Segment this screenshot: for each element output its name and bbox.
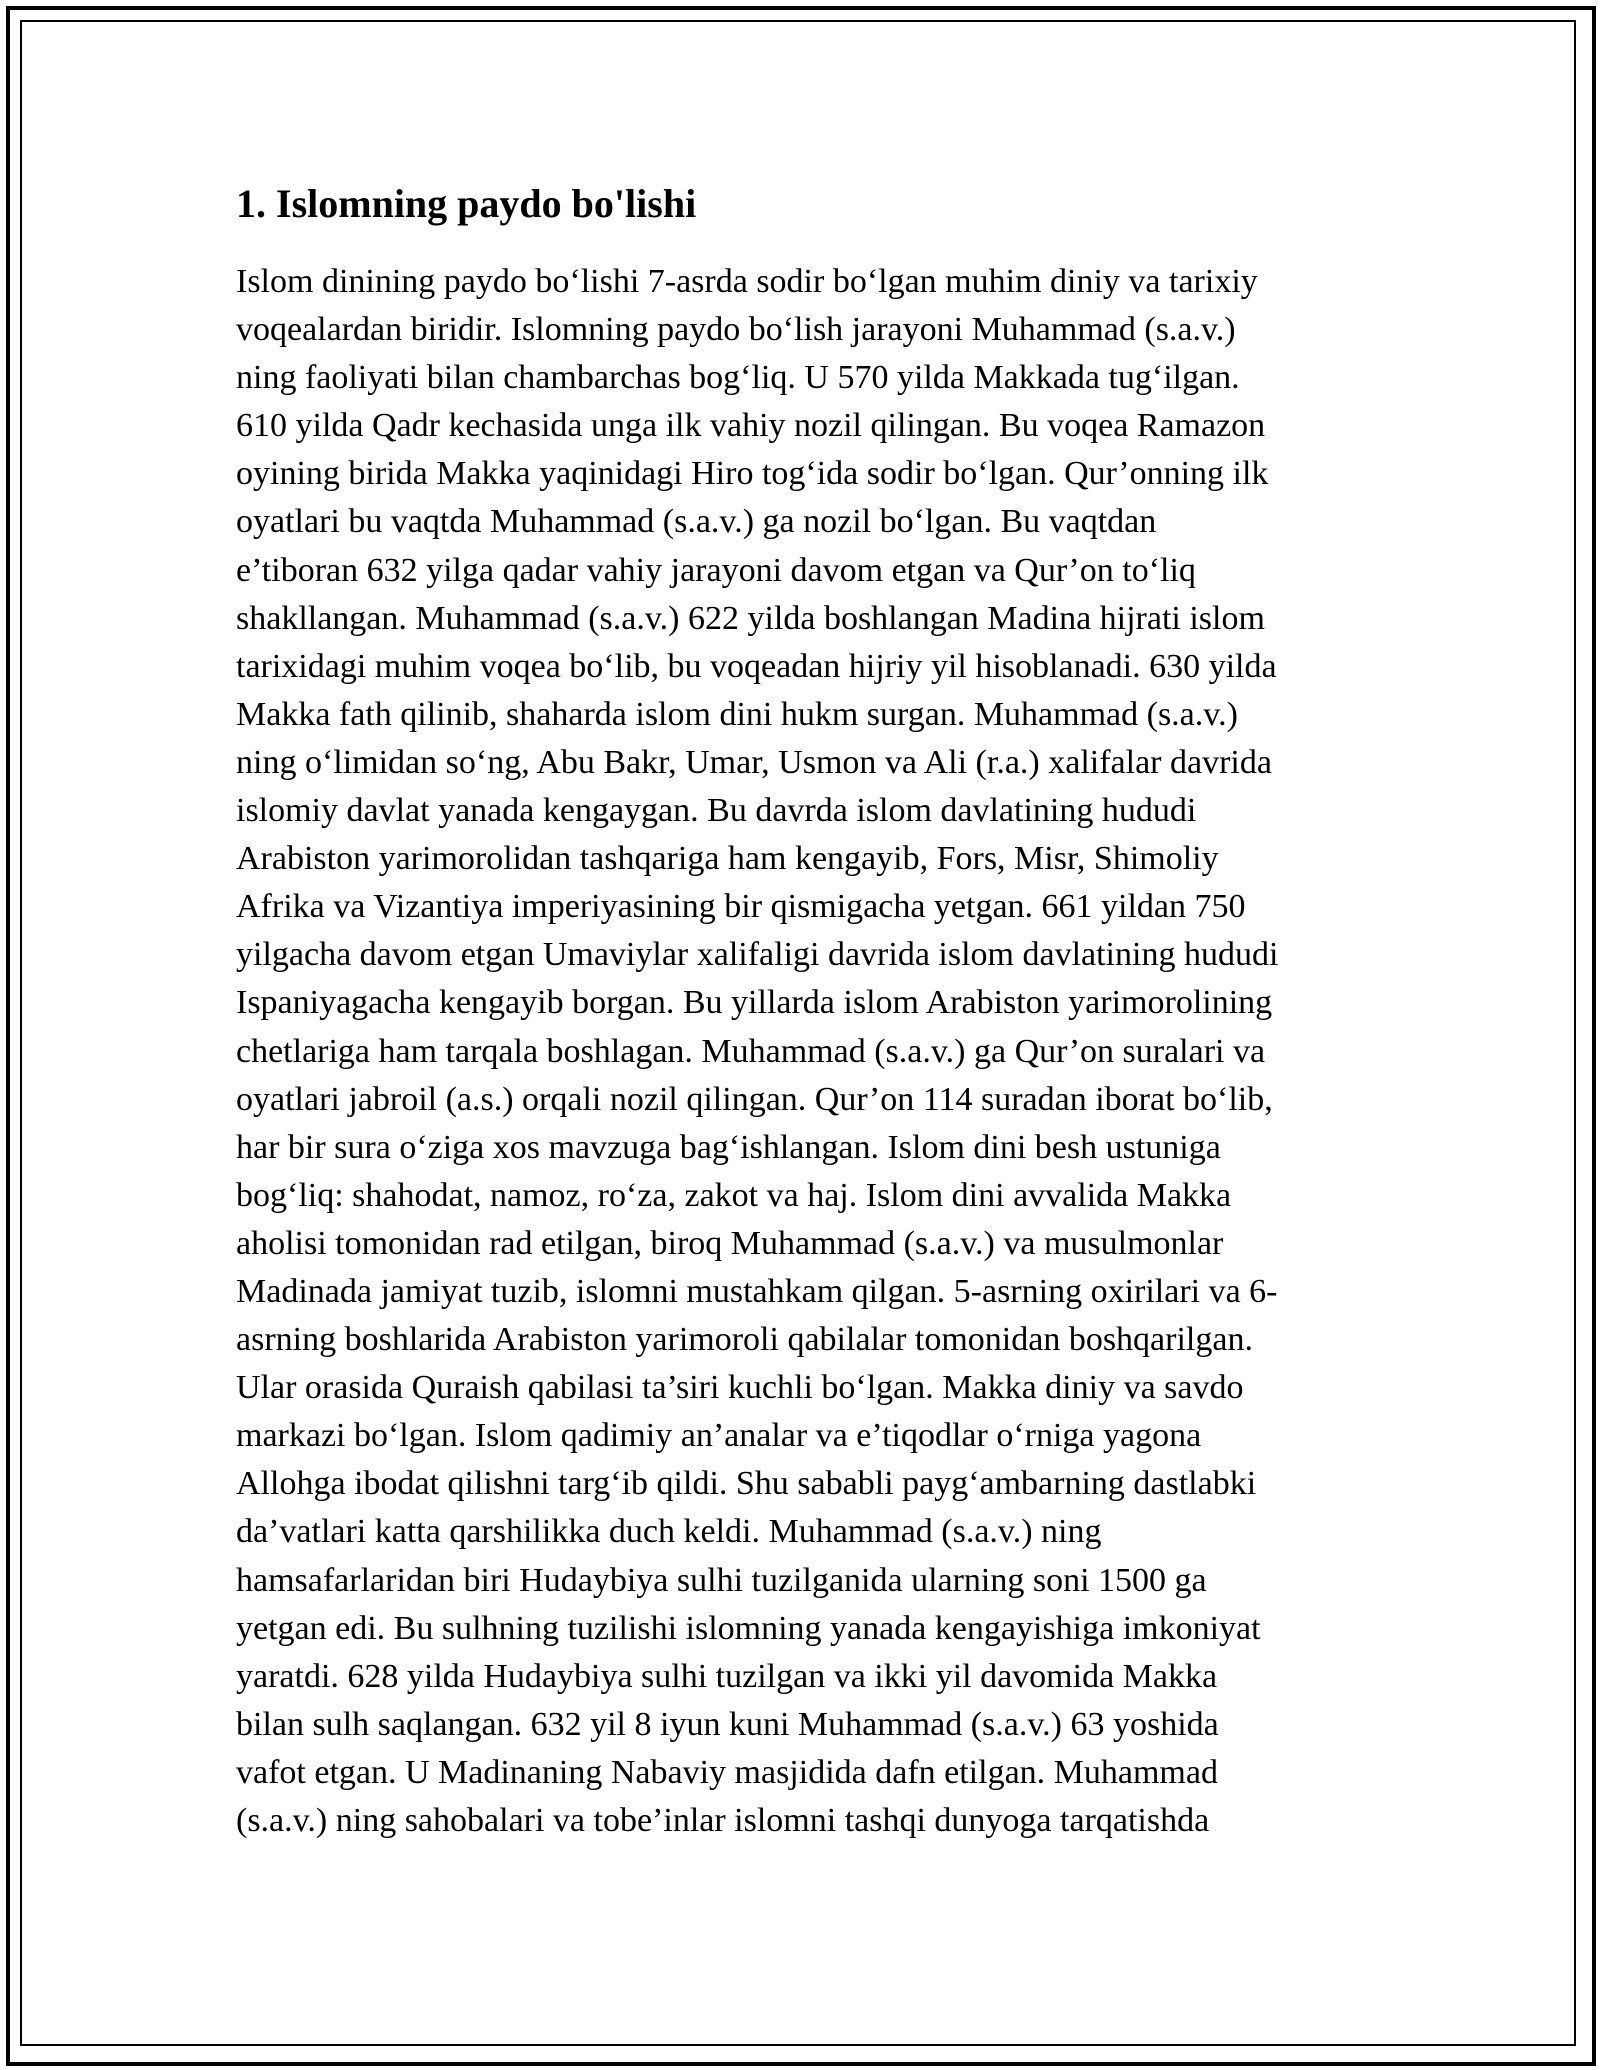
paragraph-line: Arabiston yarimorolidan tashqariga ham kengayib, Fors, Misr, Shimoliy [236, 840, 1219, 878]
paragraph-line: Ispaniyagacha kengayib borgan. Bu yillarda islom Arabiston yarimorolining [236, 984, 1273, 1022]
paragraph-line: markazi bo‘lgan. Islom qadimiy an’analar va e’tiqodlar o‘rniga yagona [236, 1417, 1202, 1455]
paragraph-line: (s.a.v.) ning sahobalari va tobe’inlar islomni tashqi dunyoga tarqatishda [236, 1802, 1210, 1839]
paragraph-line: oyatlari bu vaqtda Muhammad (s.a.v.) ga nozil bo‘lgan. Bu vaqtdan [236, 503, 1157, 541]
paragraph-line: tarixidagi muhim voqea bo‘lib, bu voqeadan hijriy yil hisoblanadi. 630 yilda [236, 647, 1277, 685]
paragraph-line: vafot etgan. U Madinaning Nabaviy masjidida dafn etilgan. Muhammad [236, 1753, 1218, 1791]
paragraph-line: Ular orasida Quraish qabilasi ta’siri kuchli bo‘lgan. Makka diniy va savdo [236, 1369, 1244, 1407]
paragraph-line: bilan sulh saqlangan. 632 yil 8 iyun kuni Muhammad (s.a.v.) 63 yoshida [236, 1705, 1219, 1743]
paragraph-line: shakllangan. Muhammad (s.a.v.) 622 yilda boshlangan Madina hijrati islom [236, 599, 1265, 637]
paragraph-line: bog‘liq: shahodat, namoz, ro‘za, zakot va haj. Islom dini avvalida Makka [236, 1176, 1232, 1214]
paragraph-line: Makka fath qilinib, shaharda islom dini hukm surgan. Muhammad (s.a.v.) [236, 695, 1238, 733]
paragraph-line: chetlariga ham tarqala boshlagan. Muhammad (s.a.v.) ga Qur’on suralari va [236, 1032, 1266, 1070]
paragraph-line: hamsafarlaridan biri Hudaybiya sulhi tuzilganida ularning soni 1500 ga [236, 1561, 1207, 1599]
body-paragraph [236, 258, 1372, 1845]
paragraph-line: islomiy davlat yanada kengaygan. Bu davrda islom davlatining hududi [236, 792, 1197, 830]
paragraph-line: ning o‘limidan so‘ng, Abu Bakr, Umar, Usmon va Ali (r.a.) xalifalar davrida [236, 743, 1272, 781]
paragraph-line: Allohga ibodat qilishni targ‘ib qildi. Shu sababli payg‘ambarning dastlabki [236, 1465, 1257, 1503]
paragraph-line: ning faoliyati bilan chambarchas bog‘liq. U 570 yilda Makkada tug‘ilgan. [236, 359, 1240, 397]
paragraph-line: yilgacha davom etgan Umaviylar xalifaligi davrida islom davlatining hududi [236, 936, 1279, 974]
paragraph-line: Madinada jamiyat tuzib, islomni mustahkam qilgan. 5-asrning oxirilari va 6- [236, 1272, 1278, 1310]
paragraph-line: yaratdi. 628 yilda Hudaybiya sulhi tuzilgan va ikki yil davomida Makka [236, 1657, 1218, 1695]
paragraph-line: oyatlari jabroil (a.s.) orqali nozil qilingan. Qur’on 114 suradan iborat bo‘lib, [236, 1080, 1273, 1118]
paragraph-line: da’vatlari katta qarshilikka duch keldi. Muhammad (s.a.v.) ning [236, 1513, 1102, 1551]
paragraph-line: yetgan edi. Bu sulhning tuzilishi islomning yanada kengayishiga imkoniyat [236, 1609, 1261, 1647]
paragraph-line: oyining birida Makka yaqinidagi Hiro tog‘ida sodir bo‘lgan. Qur’onning ilk [236, 455, 1269, 493]
document-body [236, 178, 1372, 1845]
paragraph-line: e’tiboran 632 yilga qadar vahiy jarayoni davom etgan va Qur’on to‘liq [236, 551, 1196, 589]
paragraph-line: asrning boshlarida Arabiston yarimoroli qabilalar tomonidan boshqarilgan. [236, 1321, 1253, 1359]
paragraph-line: aholisi tomonidan rad etilgan, biroq Muhammad (s.a.v.) va musulmonlar [236, 1224, 1224, 1262]
paragraph-line: Afrika va Vizantiya imperiyasining bir qismigacha yetgan. 661 yildan 750 [236, 888, 1246, 926]
paragraph-line: voqealardan biridir. Islomning paydo bo‘lish jarayoni Muhammad (s.a.v.) [236, 311, 1236, 349]
paragraph-line: 610 yilda Qadr kechasida unga ilk vahiy nozil qilingan. Bu voqea Ramazon [236, 407, 1266, 445]
paragraph-line: har bir sura o‘ziga xos mavzuga bag‘ishlangan. Islom dini besh ustuniga [236, 1128, 1221, 1166]
section-heading: 1. Islomning paydo bo'lishi [236, 181, 697, 226]
paragraph-line: Islom dinining paydo bo‘lishi 7-asrda sodir bo‘lgan muhim diniy va tarixiy [236, 263, 1258, 300]
